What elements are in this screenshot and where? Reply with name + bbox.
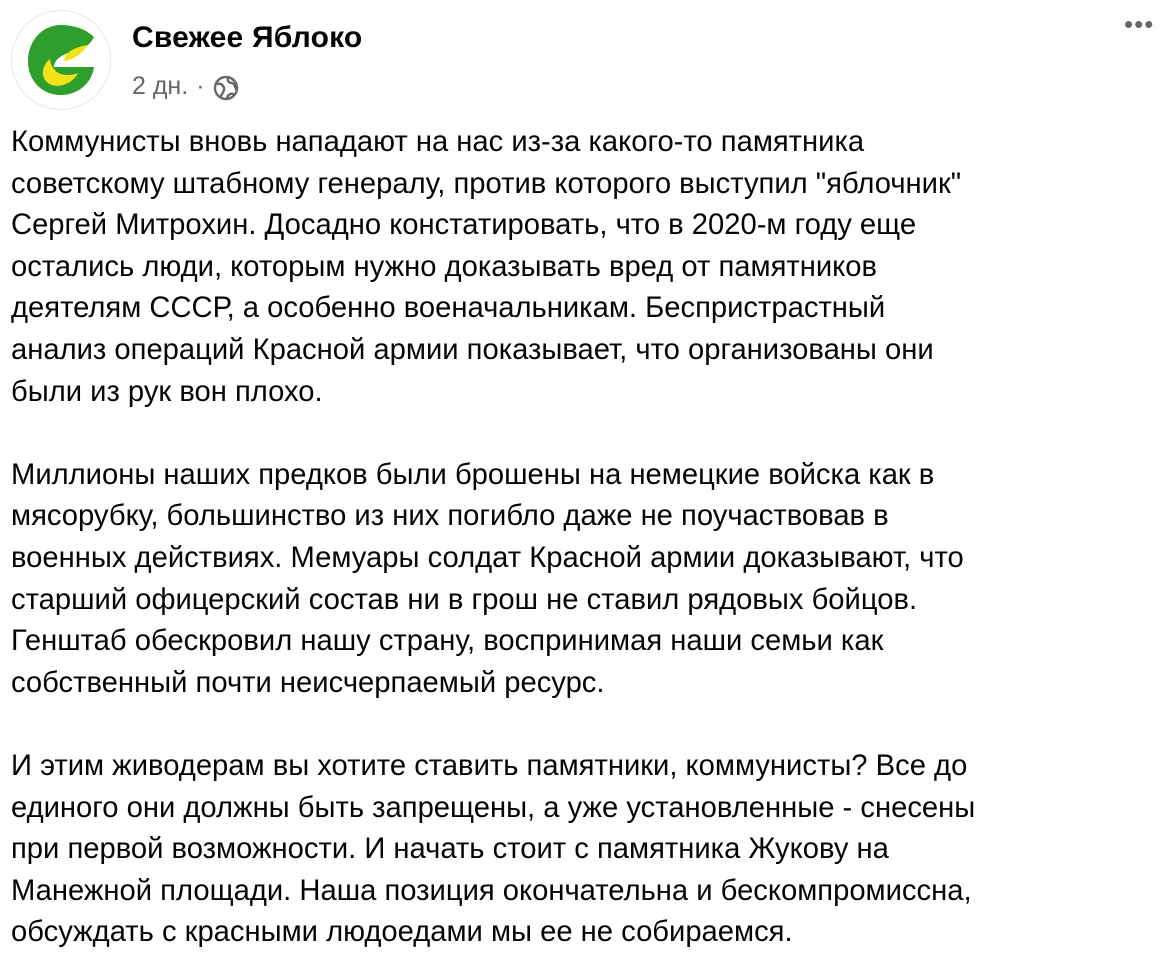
page-avatar[interactable] (11, 10, 111, 110)
text-line: Коммунисты вновь нападают на нас из-за какого-то памятника (11, 126, 865, 158)
text-line: Манежной площади. Наша позиция окончательна и бескомпромиссна, (11, 874, 972, 907)
text-line: мясорубку, большинство из них погибло даже не поучаствовав в (11, 500, 889, 533)
post-text (11, 122, 1156, 954)
post-timestamp[interactable]: 2 дн. (132, 72, 189, 100)
text-line: советскому штабному генералу, против которого выступил "яблочник" (11, 167, 962, 200)
text-line: старший офицерский состав ни в грош не ставил рядовых бойцов. (11, 583, 918, 616)
text-line: деятелям СССР, а особенно военачальникам. Беспристрастный (11, 292, 886, 325)
text-line: остались люди, которым нужно доказывать вред от памятников (11, 250, 878, 283)
text-line: при первой возможности. И начать стоит с памятника Жукову на (11, 833, 889, 866)
post-paragraph (11, 746, 1156, 954)
text-line: Миллионы наших предков были брошены на немецкие войска как в (11, 458, 935, 491)
text-line: единого они должны быть запрещены, а уже установленные - снесены (11, 791, 976, 824)
meta-separator: · (196, 72, 205, 100)
post-paragraph (11, 122, 1156, 413)
text-line: обсуждать с красными людоедами мы ее не собираемся. (11, 916, 793, 949)
post-meta (132, 72, 239, 101)
text-line: анализ операций Красной армии показывает, что организованы они (11, 333, 934, 366)
yabloko-logo-icon (20, 19, 102, 101)
text-line: собственный почти неисчерпаемый ресурс. (11, 666, 605, 699)
text-line: Генштаб обескровил нашу страну, воспринимая наши семьи как (11, 625, 884, 658)
post-paragraph (11, 455, 1156, 705)
text-line: были из рук вон плохо. (11, 375, 323, 408)
more-options-button[interactable]: ••• (1124, 9, 1155, 39)
text-line: военных действиях. Мемуары солдат Красной армии доказывают, что (11, 541, 964, 574)
page-name[interactable]: Свежее Яблоко (132, 21, 363, 54)
text-line: Сергей Митрохин. Досадно констатировать, что в 2020-м году еще (11, 209, 917, 242)
text-line: И этим живодерам вы хотите ставить памятники, коммунисты? Все до (11, 749, 968, 782)
globe-icon (213, 75, 239, 101)
